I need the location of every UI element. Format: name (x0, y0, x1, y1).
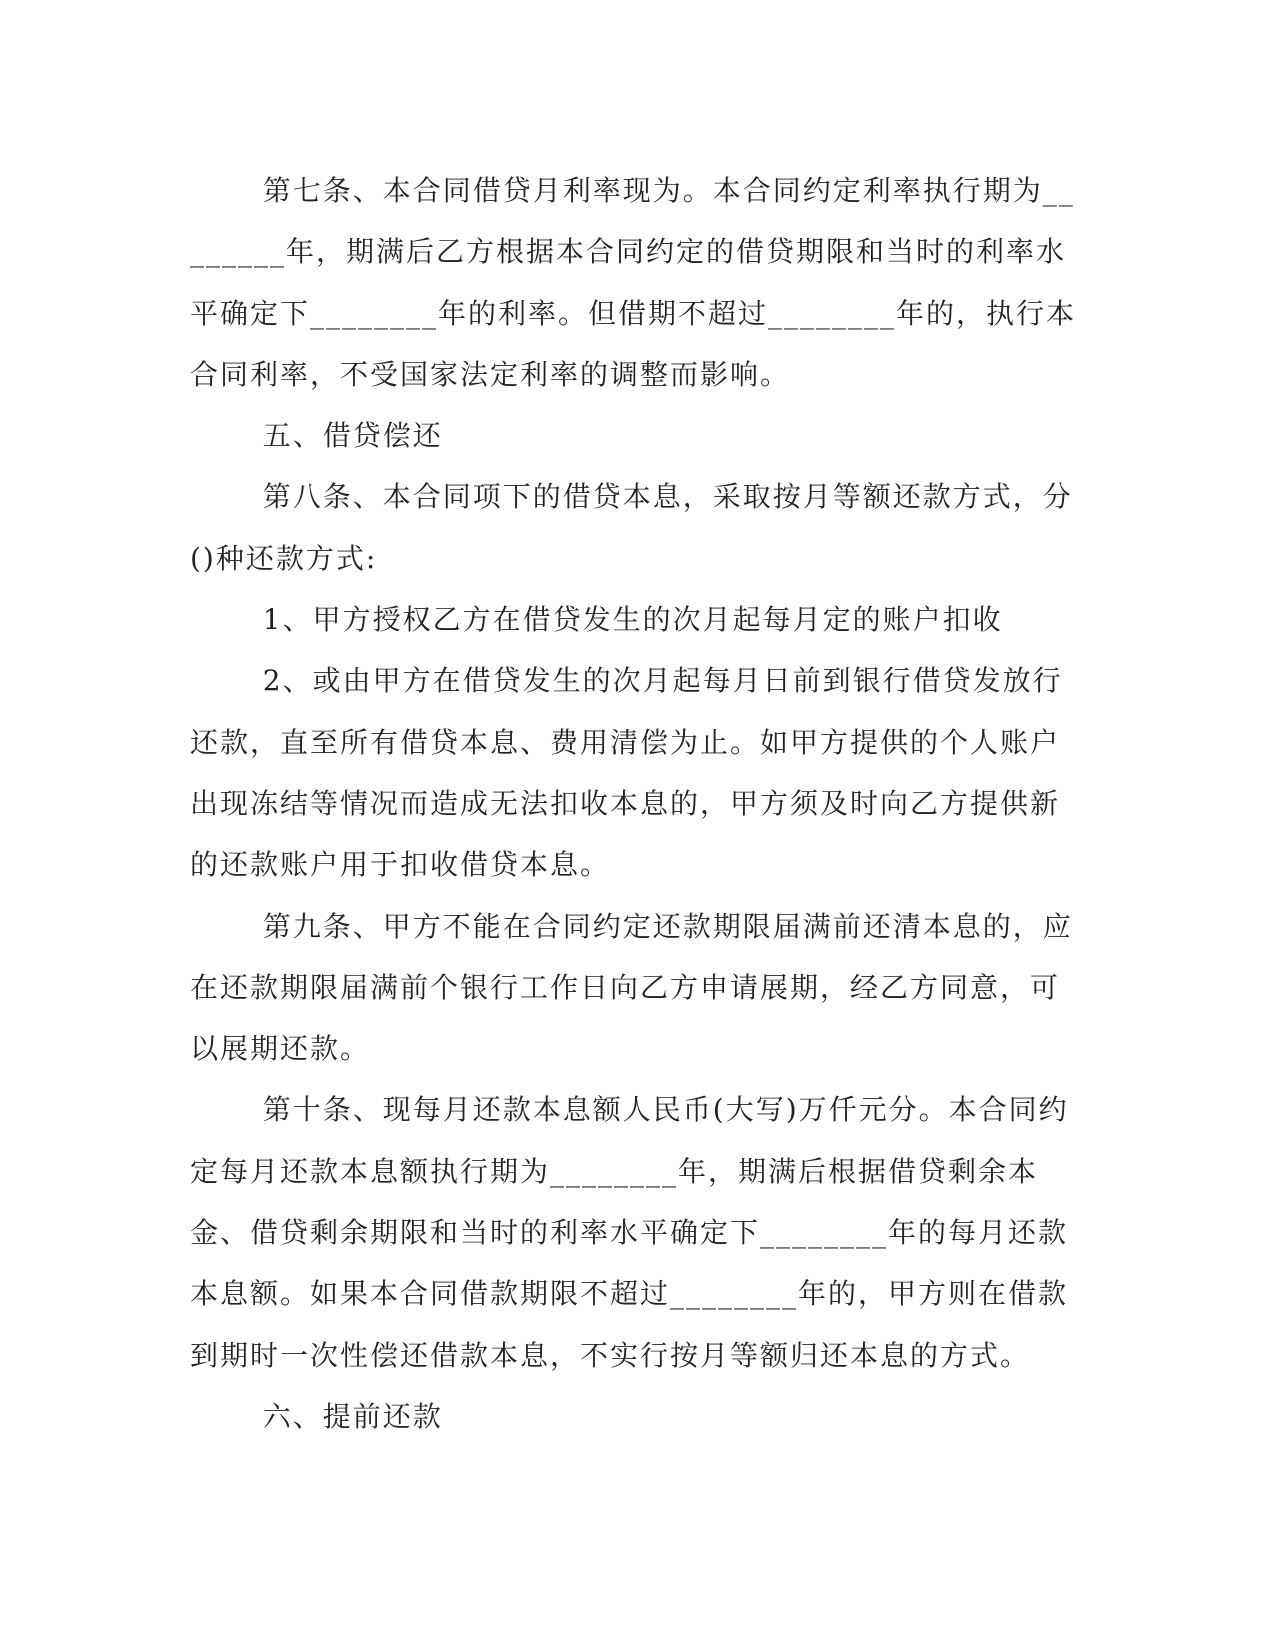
clause-8-paragraph: 第八条、本合同项下的借贷本息，采取按月等额还款方式，分()种还款方式: (190, 480, 1073, 575)
clause-9-paragraph: 第九条、甲方不能在合同约定还款期限届满前还清本息的，应在还款期限届满前个银行工作日向乙方申请展期，经乙方同意，可以展期还款。 (190, 909, 1073, 1066)
repayment-option-1: 1、甲方授权乙方在借贷发生的次月起每月定的账户扣收 (262, 603, 1003, 637)
repayment-option-2: 2、或由甲方在借贷发生的次月起每月日前到银行借贷发放行还款，直至所有借贷本息、费用清偿为止。如甲方提供的个人账户出现冻结等情况而造成无法扣收本息的，甲方须及时向乙方提供新的还款账户用于扣收借贷本息。 (190, 664, 1063, 882)
section-5-heading: 五、借贷偿还 (262, 419, 443, 453)
clause-7-paragraph: 第七条、本合同借贷月利率现为。本合同约定利率执行期为________年，期满后乙方根据本合同约定的借贷期限和当时的利率水平确定下________年的利率。但借期不超过________年的，执行本合同利率，不受国家法定利率的调整而影响。 (190, 174, 1077, 391)
section-6-heading: 六、提前还款 (262, 1399, 443, 1433)
document-body (190, 160, 1080, 1447)
clause-10-paragraph: 第十条、现每月还款本息额人民币(大写)万仟元分。本合同约定每月还款本息额执行期为________年，期满后根据借贷剩余本金、借贷剩余期限和当时的利率水平确定下________年的每月还款本息额。如果本合同借款期限不超过________年的，甲方则在借款到期时一次性偿还借款本息，不实行按月等额归还本息的方式。 (190, 1093, 1069, 1372)
